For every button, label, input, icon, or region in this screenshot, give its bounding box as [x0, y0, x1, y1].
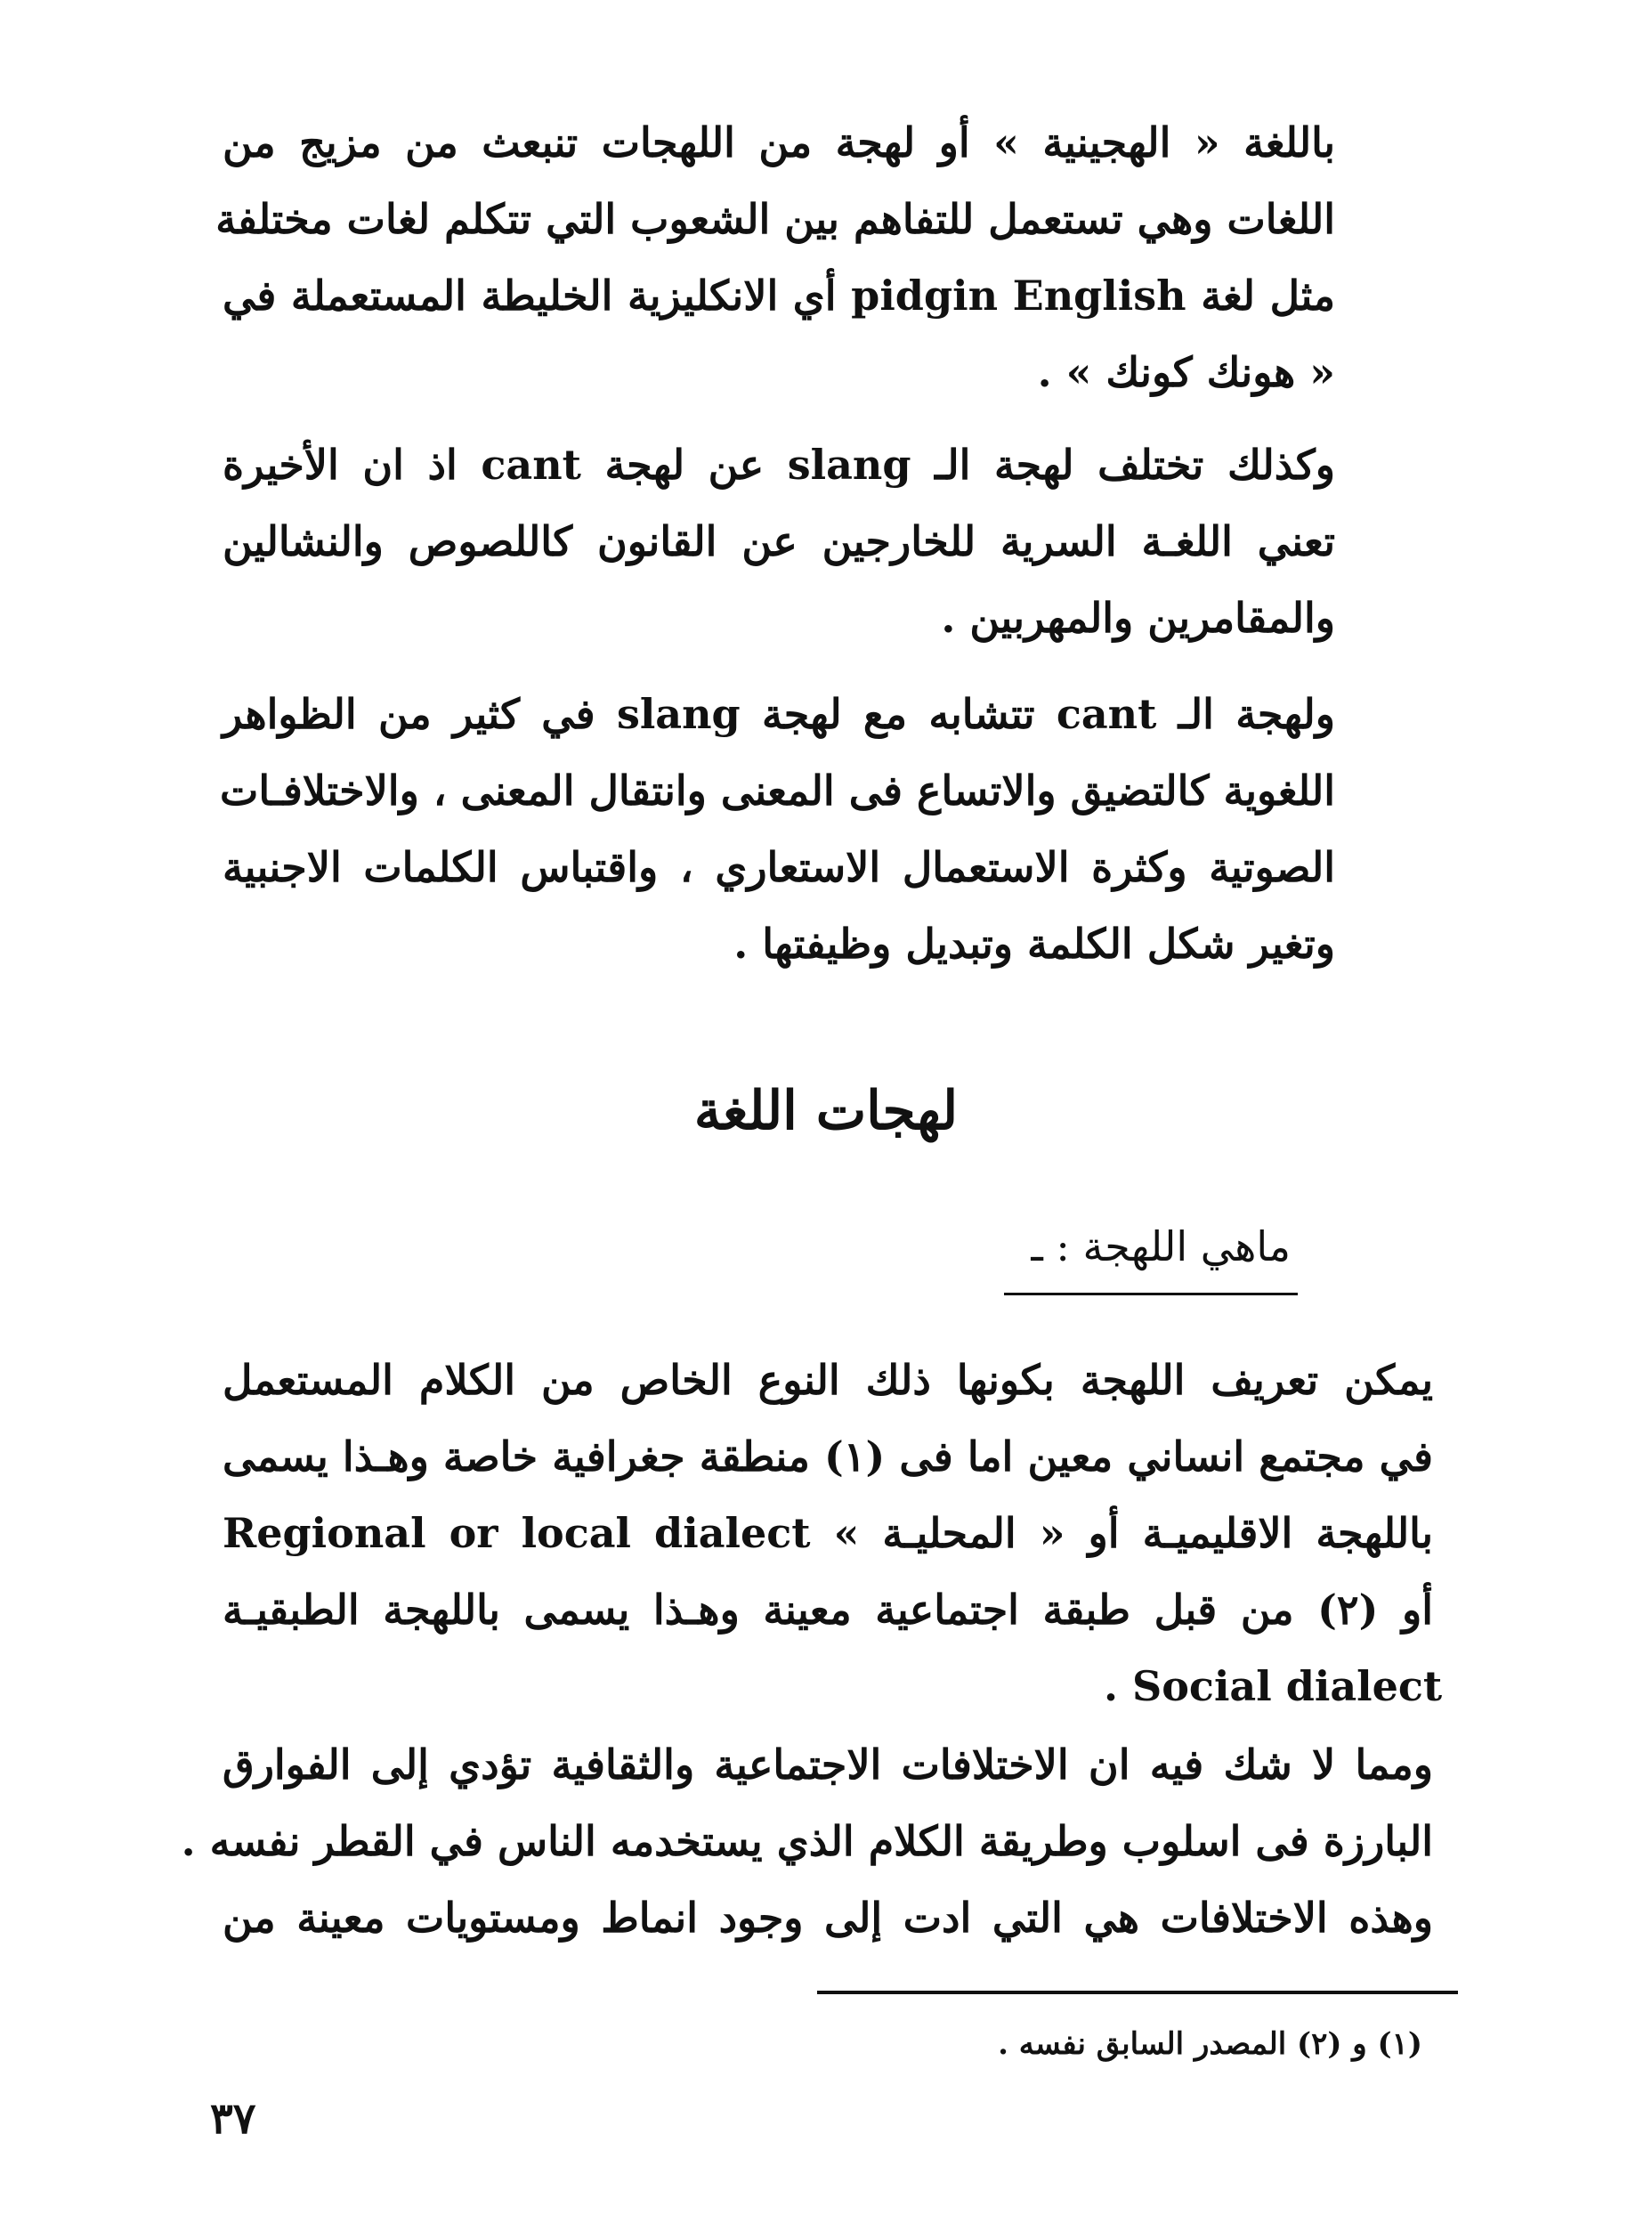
- text-line: اللغوية كالتضيق والاتساع فى المعنى وانتقال المعنى ، والاختلافـات: [220, 767, 1335, 815]
- text-line: وهذه الاختلافات هي التي ادت إلى وجود انماط ومستويات معينة من: [223, 1894, 1433, 1942]
- text-line: أو (٢) من قبل طبقة اجتماعية معينة وهـذا يسمى باللهجة الطبقيـة: [223, 1586, 1433, 1634]
- text-line: وكذلك تختلف لهجة الـ slang عن لهجة cant اذ ان الأخيرة: [223, 441, 1335, 489]
- text-line: الصوتية وكثرة الاستعمال الاستعاري ، واقتباس الكلمات الاجنبية: [223, 843, 1335, 891]
- text-line: مثل لغة pidgin English أي الانكليزية الخليطة المستعملة في: [223, 272, 1335, 320]
- text-line: ومما لا شك فيه ان الاختلافات الاجتماعية والثقافية تؤدي إلى الفوارق: [223, 1740, 1433, 1789]
- text-line: والمقامرين والمهربين .: [941, 594, 1335, 642]
- text-line: باللهجة الاقليميـة أو « المحليـة » Regional or local dialect: [223, 1509, 1434, 1557]
- text-line: تعني اللغـة السرية للخارجين عن القانون كاللصوص والنشالين: [223, 517, 1335, 565]
- text-line: يمكن تعريف اللهجة بكونها ذلك النوع الخاص من الكلام المستعمل: [223, 1356, 1433, 1404]
- page-number: ٣٧: [210, 2094, 256, 2144]
- subheading: ماهي اللهجة : ـ: [1031, 1222, 1291, 1270]
- section-heading: لهجات اللغة: [693, 1080, 959, 1142]
- text-line: البارزة فى اسلوب وطريقة الكلام الذي يستخدمه الناس في القطر نفسه .: [181, 1817, 1433, 1865]
- text-line: اللغات وهي تستعمل للتفاهم بين الشعوب التي تتكلم لغات مختلفة: [215, 195, 1335, 243]
- text-line: . Social dialect: [1104, 1662, 1443, 1710]
- footnote: (١) و (٢) المصدر السابق نفسه .: [998, 2026, 1422, 2062]
- text-line: باللغة « الهجينية » أو لهجة من اللهجات تنبعث من مزيج من: [223, 118, 1335, 166]
- text-line: في مجتمع انساني معين اما فى (١) منطقة جغرافية خاصة وهـذا يسمى: [223, 1432, 1434, 1481]
- subheading-underline: [1004, 1293, 1298, 1295]
- footnote-rule: [817, 1991, 1458, 1994]
- text-line: « هونك كونك » .: [1037, 348, 1335, 396]
- text-line: وتغير شكل الكلمة وتبديل وظيفتها .: [733, 920, 1335, 968]
- text-line: ولهجة الـ cant تتشابه مع لهجة slang في كثير من الظواهر: [223, 690, 1335, 738]
